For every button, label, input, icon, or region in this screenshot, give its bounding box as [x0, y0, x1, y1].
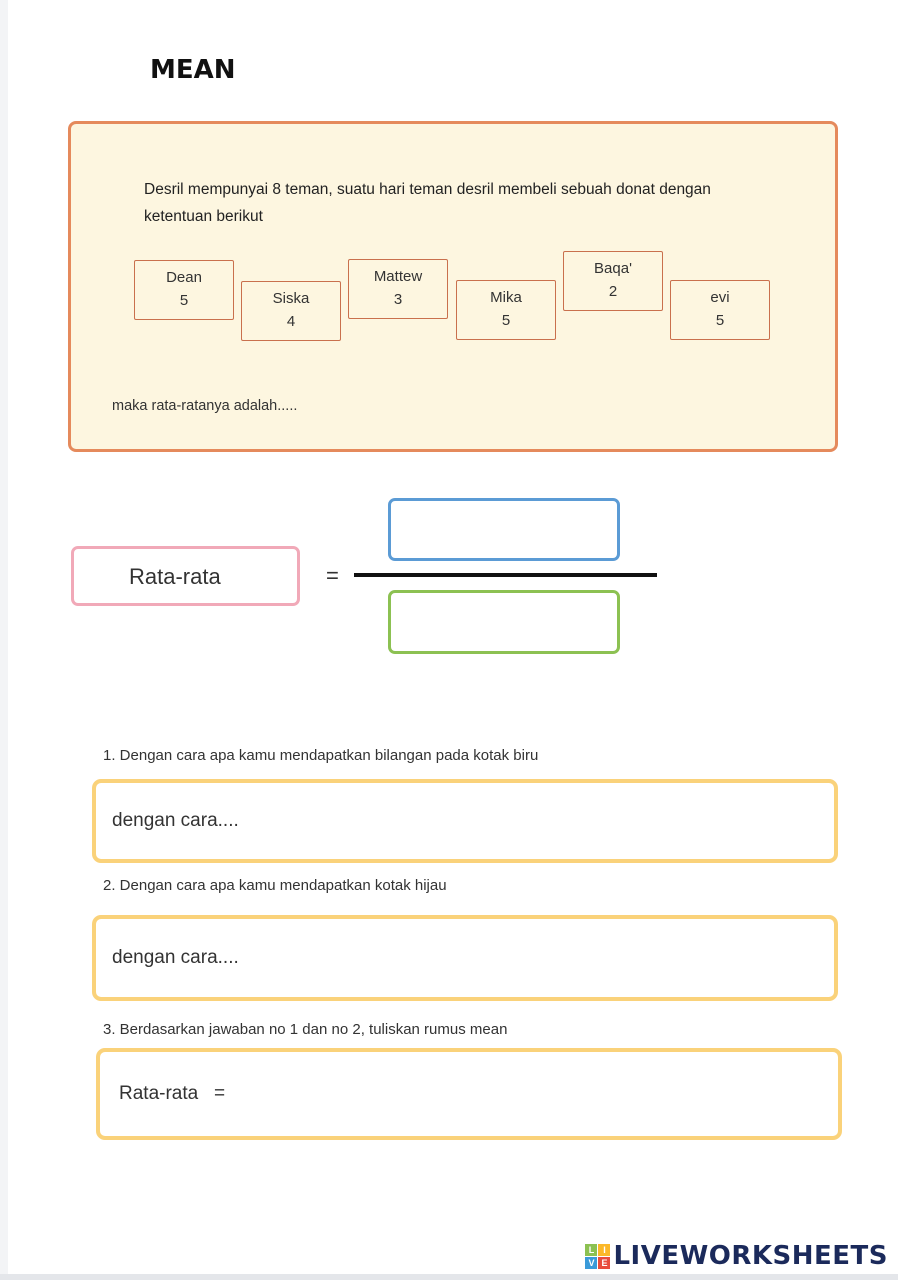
- friend-value: 5: [715, 312, 725, 329]
- friend-card-mika: [456, 280, 556, 340]
- friend-card-dean: [134, 260, 234, 320]
- logo-mark: [585, 1244, 610, 1269]
- formula-label: Rata-rata: [71, 546, 300, 606]
- friend-card-siska: [241, 281, 341, 341]
- numerator-input-box[interactable]: [388, 498, 620, 561]
- question-1-label: 1. Dengan cara apa kamu mendapatkan bilangan pada kotak biru: [103, 747, 539, 764]
- story-question: maka rata-ratanya adalah.....: [112, 398, 298, 414]
- logo-wordmark: LIVEWORKSHEETS: [613, 1241, 888, 1271]
- friend-name: Siska: [272, 290, 310, 307]
- friend-name: Mika: [490, 289, 522, 306]
- friend-value: 5: [179, 292, 189, 309]
- liveworksheets-logo[interactable]: [585, 1240, 888, 1272]
- friend-name: evi: [710, 289, 730, 306]
- formula-equals: =: [326, 563, 339, 588]
- story-text: Desril mempunyai 8 teman, suatu hari teman desril membeli sebuah donat dengan ketentuan berikut: [144, 181, 711, 225]
- logo-letter: E: [598, 1257, 610, 1269]
- friend-card-evi: [670, 280, 770, 340]
- friend-value: 2: [608, 283, 618, 300]
- friend-value: 3: [393, 291, 403, 308]
- answer-3-input[interactable]: Rata-rata =: [96, 1048, 842, 1140]
- answer-2-input[interactable]: dengan cara....: [92, 915, 838, 1001]
- logo-letter: I: [598, 1244, 610, 1256]
- question-3-label: 3. Berdasarkan jawaban no 1 dan no 2, tuliskan rumus mean: [103, 1021, 508, 1038]
- denominator-input-box[interactable]: [388, 590, 620, 654]
- friend-value: 4: [286, 313, 296, 330]
- bottom-strip: [0, 1274, 898, 1280]
- fraction-bar: [354, 573, 657, 577]
- friend-name: Mattew: [373, 268, 423, 285]
- friend-card-baqa: [563, 251, 663, 311]
- page-edge: [0, 0, 8, 1280]
- friend-name: Dean: [166, 269, 202, 286]
- friend-card-mattew: [348, 259, 448, 319]
- logo-letter: V: [585, 1257, 597, 1269]
- logo-letter: L: [585, 1244, 597, 1256]
- answer-1-input[interactable]: dengan cara....: [92, 779, 838, 863]
- question-2-label: 2. Dengan cara apa kamu mendapatkan kotak hijau: [103, 877, 447, 894]
- friend-value: 5: [501, 312, 511, 329]
- friend-name: Baqa': [594, 260, 632, 277]
- page-title: MEAN: [150, 55, 236, 85]
